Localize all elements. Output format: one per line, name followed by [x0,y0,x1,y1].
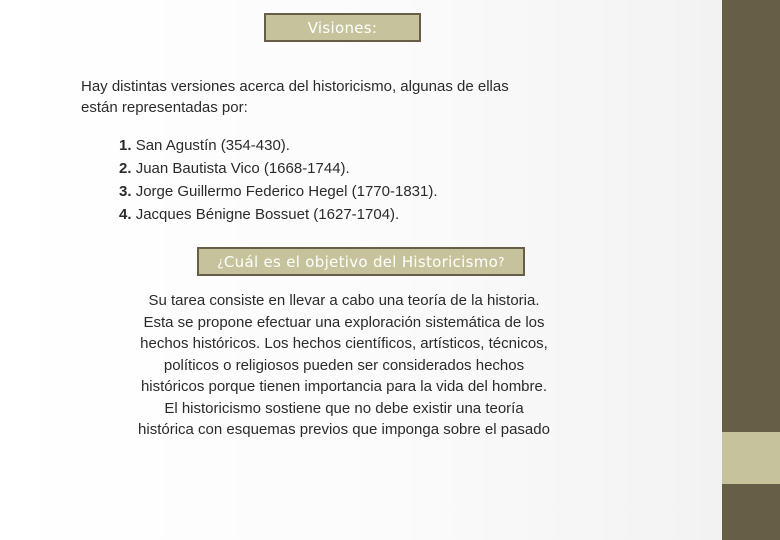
list-item [119,180,539,203]
list-item [119,157,539,180]
intro-paragraph: Hay distintas versiones acerca del historicismo, algunas de ellas están representadas por: [81,78,509,116]
question-open-mark: ¿ [217,254,224,269]
list-item-number: 3. [119,183,132,200]
list-item-text: San Agustín (354-430). [135,137,290,154]
list-item-text: Juan Bautista Vico (1668-1744). [135,160,350,177]
list-item-number: 1. [119,137,132,154]
list-item-number: 4. [119,206,132,223]
question-heading [197,247,525,276]
list-item-text: Jacques Bénigne Bossuet (1627-1704). [135,206,400,223]
question-text: Cuál es el objetivo del Historicismo [223,252,499,271]
sidebar-band-accent [722,432,780,484]
list-item [119,203,539,226]
sidebar-band-bottom [722,484,780,540]
sidebar-band-top [722,0,780,432]
decorative-sidebar [722,0,780,540]
list-item-text: Jorge Guillermo Federico Hegel (1770-1831). [135,183,438,200]
representatives-list [119,134,539,226]
question-close-mark: ? [498,254,505,269]
slide-title: Visiones: [264,13,421,42]
answer-paragraph: Su tarea consiste en llevar a cabo una teoría de la historia. Esta se propone efectuar una exploración sistemática de los hechos históricos. Los hechos científicos, artísticos, técnicos, políticos o religiosos pueden ser considerados hechos históricos porque tienen importancia para la vida del hombre. El historicismo sostiene que no debe existir una teoría histórica con esquemas previos que imponga sobre el pasado [138,292,550,438]
list-item-number: 2. [119,160,132,177]
list-item [119,134,539,157]
